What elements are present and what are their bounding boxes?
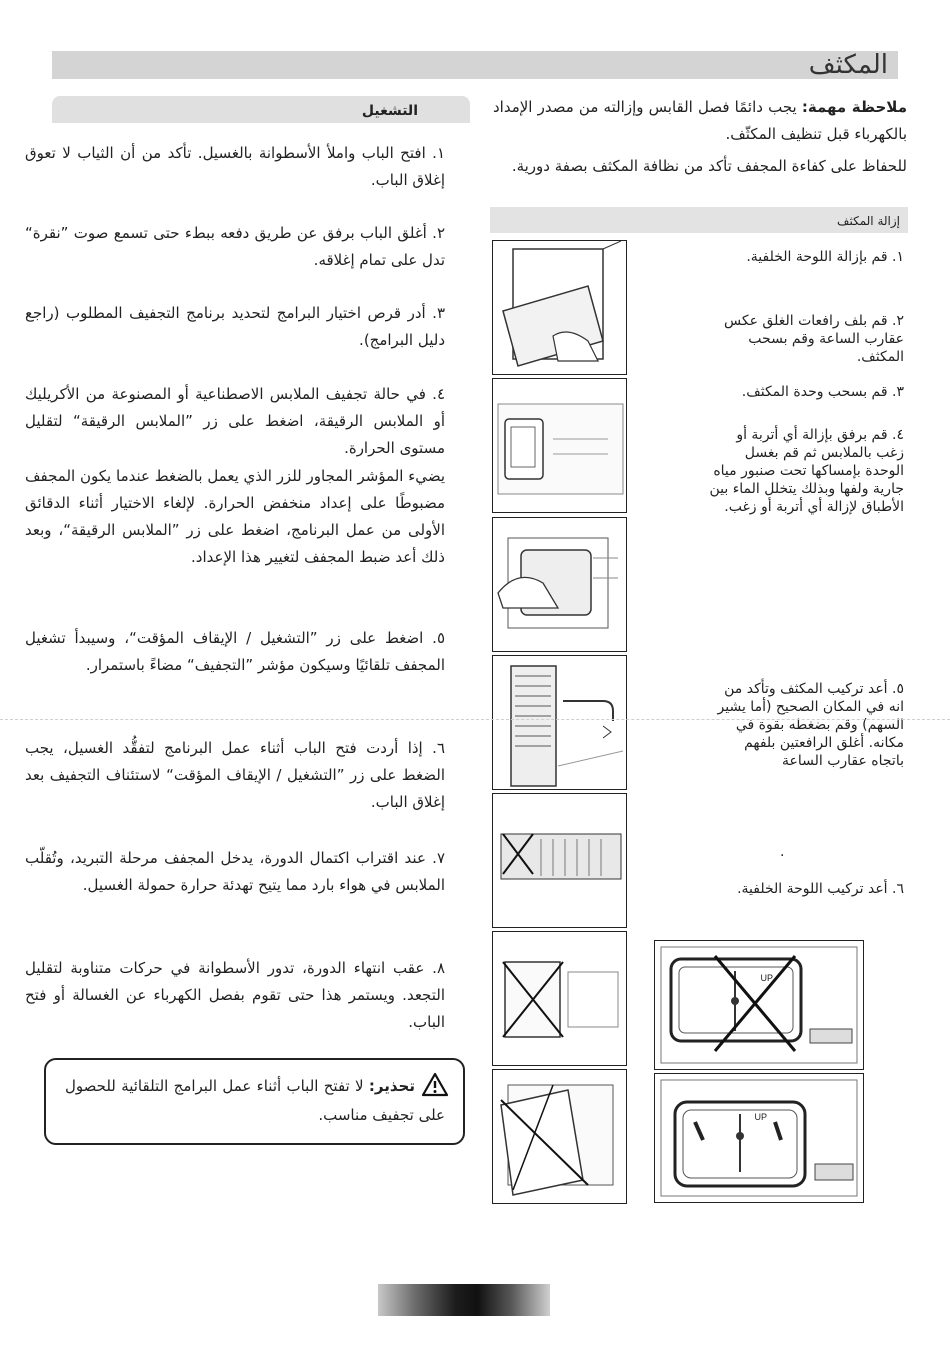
warning-box bbox=[44, 1058, 465, 1145]
condenser-step-2: ٢. قم بلف رافعات الغلق عكس عقارب الساعة وقم بسحب المكثف. bbox=[724, 313, 904, 365]
figure-wash-condenser bbox=[492, 655, 627, 790]
page-title: المكثف bbox=[808, 50, 888, 80]
back-panel-illustration bbox=[493, 241, 626, 374]
figure-condenser-levers bbox=[492, 378, 627, 513]
warning-text bbox=[65, 1072, 445, 1130]
operation-step-5: ٥. اضغط على زر ”التشغيل / الإيقاف المؤقت“، وسيبدأ تشغيل المجفف تلقائيًا وسيكون مؤشر ”التجفيف“ مضاءً باستمرار. bbox=[25, 629, 445, 674]
figure-wrong-orientation bbox=[654, 940, 864, 1070]
title-bar bbox=[52, 51, 898, 79]
note-line-2: للحفاظ على كفاءة المجفف تأكد من نظافة المكثف بصفة دورية. bbox=[511, 157, 907, 175]
operation-step-1: ١. افتح الباب واملأ الأسطوانة بالغسيل. تأكد من أن الثياب لا تعوق إغلاق الباب. bbox=[25, 144, 445, 189]
condenser-step-4: ٤. قم برفق بإزالة أي أتربة أو زغب بالملابس ثم قم بغسل الوحدة بإمساكها تحت صنبور مياه جارية ولفها وبذلك يتخلل الماء بين الأطباق لإزالة أي أتربة أو زغب. bbox=[709, 427, 904, 515]
condenser-step-3: ٣. قم بسحب وحدة المكثف. bbox=[741, 384, 904, 400]
operation-step-3: ٣. أدر قرص اختيار البرامج لتحديد برنامج التجفيف المطلوب (راجع دليل البرامج). bbox=[25, 304, 445, 349]
figure-pull-condenser bbox=[492, 517, 627, 652]
operation-step-2: ٢. أغلق الباب برفق عن طريق دفعه ببطء حتى تسمع صوت ”نقرة“ تدل على تمام إغلاقه. bbox=[25, 224, 445, 269]
figure-reinsert-condenser bbox=[492, 793, 627, 928]
condenser-section-title: إزالة المكثف bbox=[837, 214, 900, 228]
close-levers-illustration bbox=[493, 932, 626, 1065]
operation-step-4: ٤. في حالة تجفيف الملابس الاصطناعية أو المصنوعة من الأكريليك أو الملابس الرقيقة، اضغط على زر ”الملابس الرقيقة“ لتقليل مستوى الحرارة. bbox=[25, 385, 445, 457]
warning-body: لا تفتح الباب أثناء عمل البرامج التلقائية للحصول على تجفيف مناسب. bbox=[65, 1077, 445, 1124]
pull-condenser-illustration bbox=[493, 518, 626, 651]
refit-panel-illustration bbox=[493, 1070, 626, 1203]
note-line-1: يجب دائمًا فصل القابس وإزالته من مصدر الإمداد بالكهرباء قبل تنظيف المكثّف. bbox=[493, 98, 907, 143]
operation-step-4-detail: يضيء المؤشر المجاور للزر الذي يعمل بالضغط عندما يكون المجفف مضبوطًا على إعداد منخفض الحرارة. لإلغاء الاختيار أثناء الدقائق الأولى من عمل البرنامج، اضغط على زر ”الملابس الرقيقة“، وبعد ذلك أعد ضبط المجفف لتغيير هذا الإعداد. bbox=[25, 467, 445, 566]
important-note bbox=[493, 94, 907, 148]
fold-line bbox=[0, 719, 950, 720]
figure-correct-orientation bbox=[654, 1073, 864, 1203]
operation-step-8: ٨. عقب انتهاء الدورة، تدور الأسطوانة في حركات متناوبة لتقليل التجعد. ويستمر هذا حتى تقوم بفصل الكهرباء عن الغسالة أو فتح الباب. bbox=[25, 959, 445, 1031]
levers-illustration bbox=[493, 379, 626, 512]
operation-section-title: التشغيل bbox=[361, 103, 418, 119]
up-label-wrong: UP bbox=[760, 973, 773, 983]
wash-condenser-illustration bbox=[493, 656, 626, 789]
operation-step-7: ٧. عند اقتراب اكتمال الدورة، يدخل المجفف مرحلة التبريد، وتُقلّب الملابس في هواء بارد مما يتيح تهدئة حرارة حمولة الغسيل. bbox=[25, 849, 445, 894]
warning-label: تحذير: bbox=[368, 1077, 415, 1095]
operation-step-6: ٦. إذا أردت فتح الباب أثناء عمل البرنامج لتفقُّد الغسيل، يجب الضغط على زر ”التشغيل / الإيقاف المؤقت“ لاستئناف التجفيف بعد إغلاق الباب. bbox=[25, 739, 445, 811]
footer-gradient-bar bbox=[378, 1284, 550, 1316]
stray-dot: . bbox=[780, 844, 785, 860]
figure-close-levers bbox=[492, 931, 627, 1066]
correct-orientation-diagram bbox=[655, 1074, 863, 1202]
figure-remove-back-panel bbox=[492, 240, 627, 375]
condenser-step-1: ١. قم بإزالة اللوحة الخلفية. bbox=[746, 249, 904, 265]
wrong-orientation-diagram bbox=[655, 941, 863, 1069]
condenser-step-5: ٥. أعد تركيب المكثف وتأكد من انه في المكان الصحيح (أما يشير السهم) وقم بضغطه بقوة في مكانه. أغلق الرافعتين بلفهم باتجاه عقارب الساعة bbox=[717, 681, 904, 769]
note-label: ملاحظة مهمة: bbox=[801, 98, 907, 116]
figure-refit-back-panel bbox=[492, 1069, 627, 1204]
up-label-correct: UP bbox=[754, 1112, 767, 1122]
reinsert-illustration bbox=[493, 794, 626, 927]
condenser-step-6: ٦. أعد تركيب اللوحة الخلفية. bbox=[737, 881, 904, 897]
